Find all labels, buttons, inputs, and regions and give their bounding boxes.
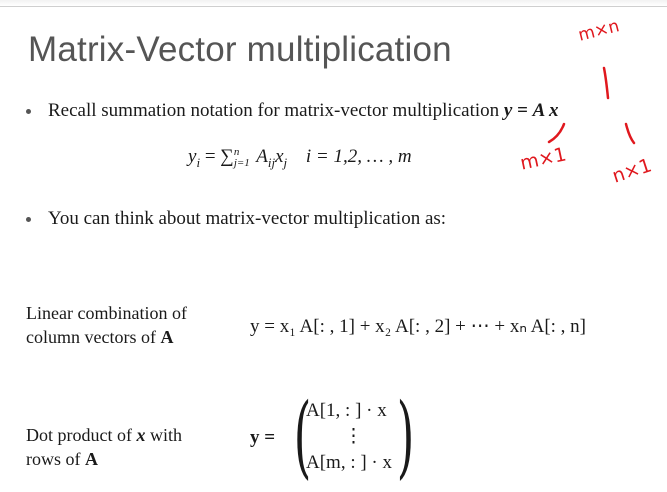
linear-label-line1: Linear combination of [26,303,187,323]
sum-lhs: y [188,146,197,167]
linear-label-line2: column vectors of [26,327,156,347]
sum-x-sub: j [283,154,288,170]
slide-title: Matrix-Vector multiplication [28,30,452,69]
bullet-1-eq: = [512,100,533,121]
dot-vdots: ⋮ [344,426,363,447]
sum-lhs-sub: i [196,154,201,170]
linear-label-A: A [160,327,174,347]
dot-label-1a: Dot product of [26,425,132,445]
dot-row-m: A[m, : ] · x [306,452,393,473]
ink-stroke-right [626,124,634,143]
sum-x: x [275,146,284,167]
dot-lhs: y = [250,427,276,448]
left-paren: ( [293,384,312,489]
dot-label-1c: with [149,425,182,445]
sum-A-sub: ij [267,154,276,170]
bullet-2-text: You can think about matrix-vector multiplication as: [48,208,447,229]
sum-eq: = [200,146,221,167]
bullet-1-text: Recall summation notation for matrix-vector multiplication [48,100,500,121]
annotation-nx1: n×1 [609,154,655,188]
annotation-mx1: m×1 [518,143,569,175]
ink-stroke-top [604,68,608,98]
sum-sigma: ∑ [220,146,234,167]
sum-range: i = 1,2, … , m [305,146,412,167]
bullet-1-x: x [544,100,559,121]
sum-sup: n [233,145,240,158]
bullet-1-y: y [503,100,513,121]
linear-formula: y = x₁ A[: , 1] + x₂ A[: , 2] + ⋯ + xₙ A[: , n] [250,316,586,337]
annotation-mxn: m×n [576,16,622,46]
dot-label-A: A [85,449,98,469]
sum-sub: j=1 [233,156,250,169]
dot-label-2: rows of [26,449,81,469]
dot-row-1: A[1, : ] · x [306,400,387,421]
ink-stroke-left [549,124,564,142]
bullet-1-A: A [532,100,545,121]
sum-A: A [251,146,268,167]
dot-label-x: x [136,425,146,445]
right-paren: ) [396,384,415,489]
